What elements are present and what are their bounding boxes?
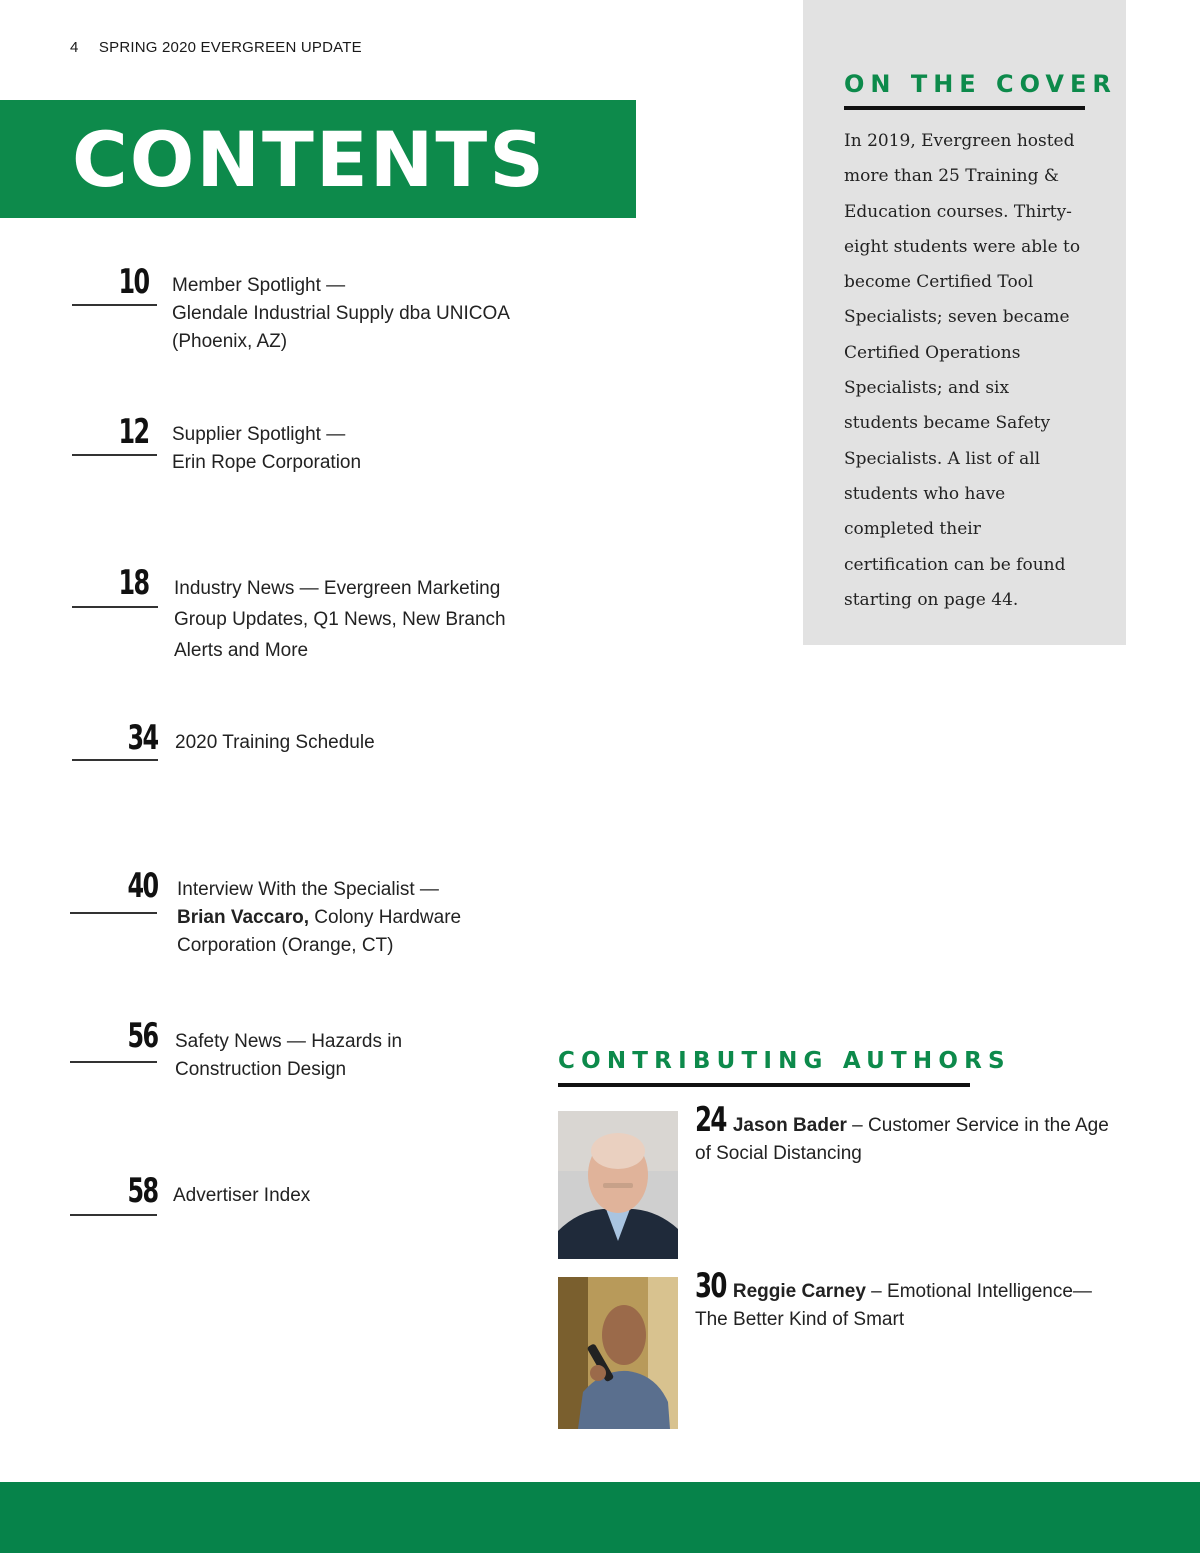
toc-divider — [72, 454, 157, 456]
toc-item[interactable] — [72, 412, 532, 482]
toc-line: Interview With the Specialist — — [177, 879, 439, 900]
author-name: Reggie Carney — [732, 1281, 866, 1302]
toc-line: Safety News — Hazards in — [175, 1031, 403, 1052]
contents-banner — [0, 100, 636, 218]
toc-item[interactable] — [70, 866, 530, 966]
toc-line: Glendale Industrial Supply dba UNICOA — [172, 303, 510, 324]
toc-item[interactable] — [70, 1171, 530, 1219]
author-page-number: 30 — [695, 1266, 726, 1306]
issue-title: SPRING 2020 EVERGREEN UPDATE — [98, 39, 362, 56]
toc-item[interactable] — [72, 262, 532, 362]
toc-item[interactable] — [72, 718, 532, 766]
toc-line: Group Updates, Q1 News, New Branch — [174, 609, 506, 630]
toc-item[interactable] — [70, 1016, 530, 1086]
toc-entry-text — [172, 421, 532, 477]
toc-line: Member Spotlight — — [172, 275, 346, 296]
toc-divider — [72, 759, 158, 761]
toc-entry-text — [172, 272, 532, 356]
toc-entry-text — [173, 1182, 533, 1210]
cover-heading-rule — [844, 106, 1085, 110]
toc-line — [177, 904, 537, 932]
toc-page-number: 18 — [118, 563, 149, 603]
portrait-image — [558, 1277, 678, 1429]
authors-heading-rule — [558, 1083, 970, 1087]
toc-line: Construction Design — [175, 1059, 347, 1080]
toc-entry-text — [177, 876, 537, 960]
toc-entry-text — [175, 729, 535, 757]
toc-page-number: 56 — [127, 1016, 158, 1056]
cover-description: In 2019, Evergreen hosted more than 25 Training & Education courses. Thirty-eight students were able to become Certified Tool Specialists; seven became Certified Operations Specialists; and six students became Safety Specialists. A list of all students who have completed their certification can be found starting on page 44. — [844, 131, 1081, 610]
author-page-number: 24 — [695, 1100, 726, 1140]
toc-line: Supplier Spotlight — — [172, 424, 346, 445]
author-entry[interactable] — [695, 1266, 1115, 1334]
toc-line: 2020 Training Schedule — [175, 732, 375, 753]
article-title: – Customer Service in the Age of Social Distancing — [695, 1115, 1109, 1164]
article-title: – Emotional Intelligence—The Better Kind of Smart — [695, 1281, 1092, 1330]
author-photo-jason-bader — [558, 1111, 678, 1259]
toc-divider — [70, 1214, 157, 1216]
toc-page-number: 12 — [118, 412, 149, 452]
toc-line: Advertiser Index — [173, 1185, 311, 1206]
toc-page-number: 34 — [127, 718, 158, 758]
toc-divider — [70, 912, 157, 914]
toc-page-number: 58 — [127, 1171, 158, 1211]
toc-item[interactable] — [72, 563, 532, 663]
toc-line: Industry News — Evergreen Marketing — [174, 578, 501, 599]
author-photo-reggie-carney — [558, 1277, 678, 1429]
toc-line: (Phoenix, AZ) — [172, 331, 288, 352]
running-header — [70, 39, 362, 56]
toc-line: Erin Rope Corporation — [172, 452, 362, 473]
page-number: 4 — [70, 39, 79, 56]
interviewee-name: Brian Vaccaro, — [177, 907, 310, 928]
toc-page-number: 40 — [127, 866, 158, 906]
toc-entry-text — [175, 1028, 535, 1084]
toc-divider — [72, 606, 158, 608]
toc-line: Corporation (Orange, CT) — [177, 935, 394, 956]
author-name: Jason Bader — [732, 1115, 847, 1136]
on-the-cover-panel — [803, 0, 1126, 645]
toc-line: Alerts and More — [174, 640, 309, 661]
toc-page-number: 10 — [118, 262, 149, 302]
footer-band — [0, 1482, 1200, 1553]
toc-divider — [72, 304, 157, 306]
portrait-image — [558, 1111, 678, 1259]
page-title: CONTENTS — [72, 115, 546, 204]
toc-line-rest: Colony Hardware — [309, 907, 462, 928]
author-entry[interactable] — [695, 1100, 1115, 1168]
toc-divider — [70, 1061, 157, 1063]
cover-heading: ON THE COVER — [844, 70, 1117, 98]
authors-heading: CONTRIBUTING AUTHORS — [558, 1048, 1011, 1074]
toc-entry-text — [174, 573, 534, 666]
